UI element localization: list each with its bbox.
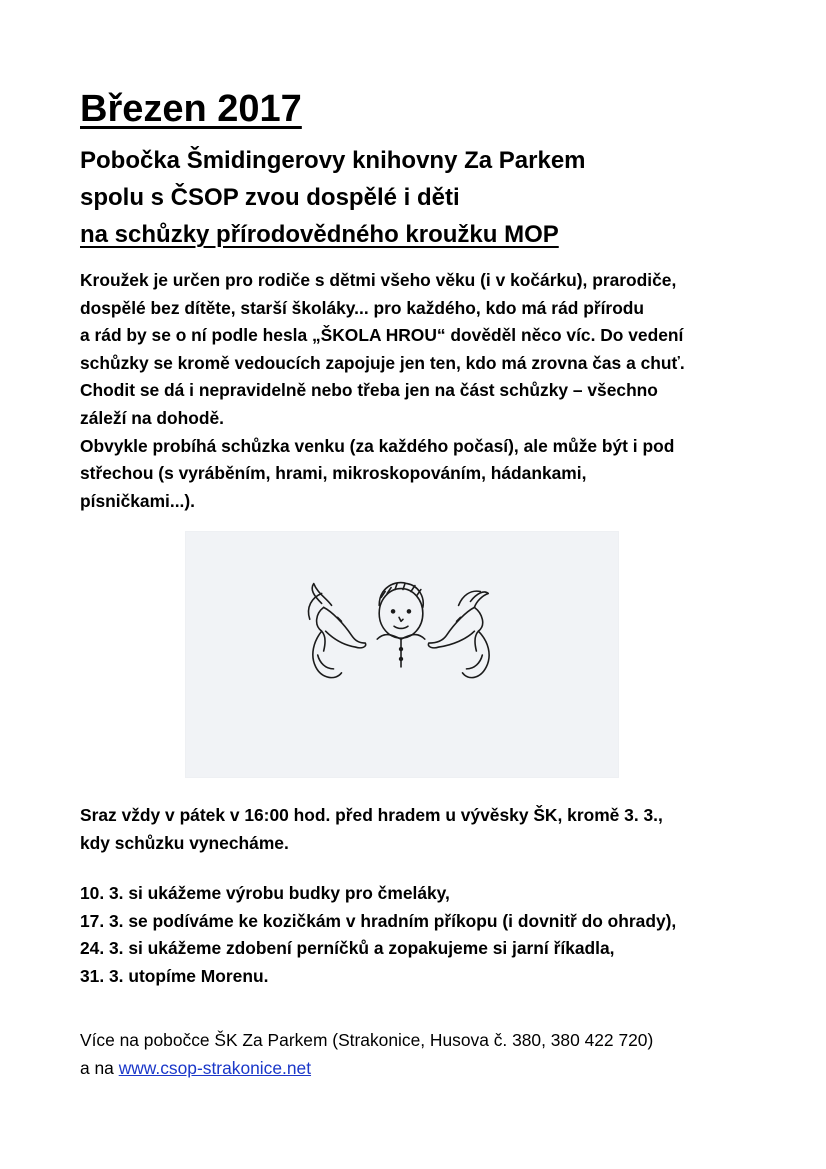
schedule-item: 31. 3. utopíme Morenu. [80, 965, 269, 986]
intro-line: Kroužek je určen pro rodiče s dětmi všeho věku (i v kočárku), prarodiče, [80, 270, 677, 290]
page-title: Březen 2017 [80, 88, 302, 130]
child-with-goats-illustration [185, 531, 619, 778]
subheading-line-2: spolu s ČSOP zvou dospělé i děti [80, 184, 460, 211]
website-link[interactable]: www.csop-strakonice.net [118, 1057, 312, 1078]
meeting-info [80, 802, 780, 857]
link-prefix: a na [80, 1057, 119, 1078]
intro-paragraph [80, 267, 770, 515]
child-with-two-goats-drawing-icon [186, 532, 618, 777]
intro-line: písničkami...). [80, 490, 196, 511]
schedule-item: 17. 3. se podíváme ke kozičkám v hradním příkopu (i dovnitř do ohrady), [80, 910, 677, 931]
intro-line: schůzky se kromě vedoucích zapojuje jen ten, kdo má zrovna čas a chuť. [80, 352, 685, 373]
contact-footer [80, 1027, 780, 1082]
intro-line: Obvykle probíhá schůzka venku (za každého počasí), ale může být i pod [80, 435, 675, 456]
subheading-line-1: Pobočka Šmidingerovy knihovny Za Parkem [80, 147, 586, 174]
schedule-item: 10. 3. si ukážeme výrobu budky pro čmeláky, [80, 883, 450, 903]
contact-link-line [80, 1055, 780, 1083]
schedule-item: 24. 3. si ukážeme zdobení perníčků a zopakujeme si jarní říkadla, [80, 938, 615, 959]
intro-line: dospělé bez dítěte, starší školáky... pro každého, kdo má rád přírodu [80, 297, 645, 318]
intro-line: záleží na dohodě. [80, 407, 224, 428]
meeting-line: Sraz vždy v pátek v 16:00 hod. před hradem u vývěsky ŠK, kromě 3. 3., [80, 805, 663, 825]
intro-line: a rád by se o ní podle hesla „ŠKOLA HROU“ dověděl něco víc. Do vedení [80, 325, 684, 346]
schedule-list [80, 880, 780, 990]
intro-line: Chodit se dá i nepravidelně nebo třeba jen na část schůzky – všechno [80, 380, 658, 401]
intro-line: střechou (s vyráběním, hrami, mikroskopováním, hádankami, [80, 463, 587, 484]
meeting-line: kdy schůzku vynecháme. [80, 832, 289, 853]
document-header [80, 86, 770, 515]
subheading-line-3: na schůzky přírodovědného kroužku MOP [80, 221, 559, 248]
contact-line: Více na pobočce ŠK Za Parkem (Strakonice, Husova č. 380, 380 422 720) [80, 1030, 654, 1050]
